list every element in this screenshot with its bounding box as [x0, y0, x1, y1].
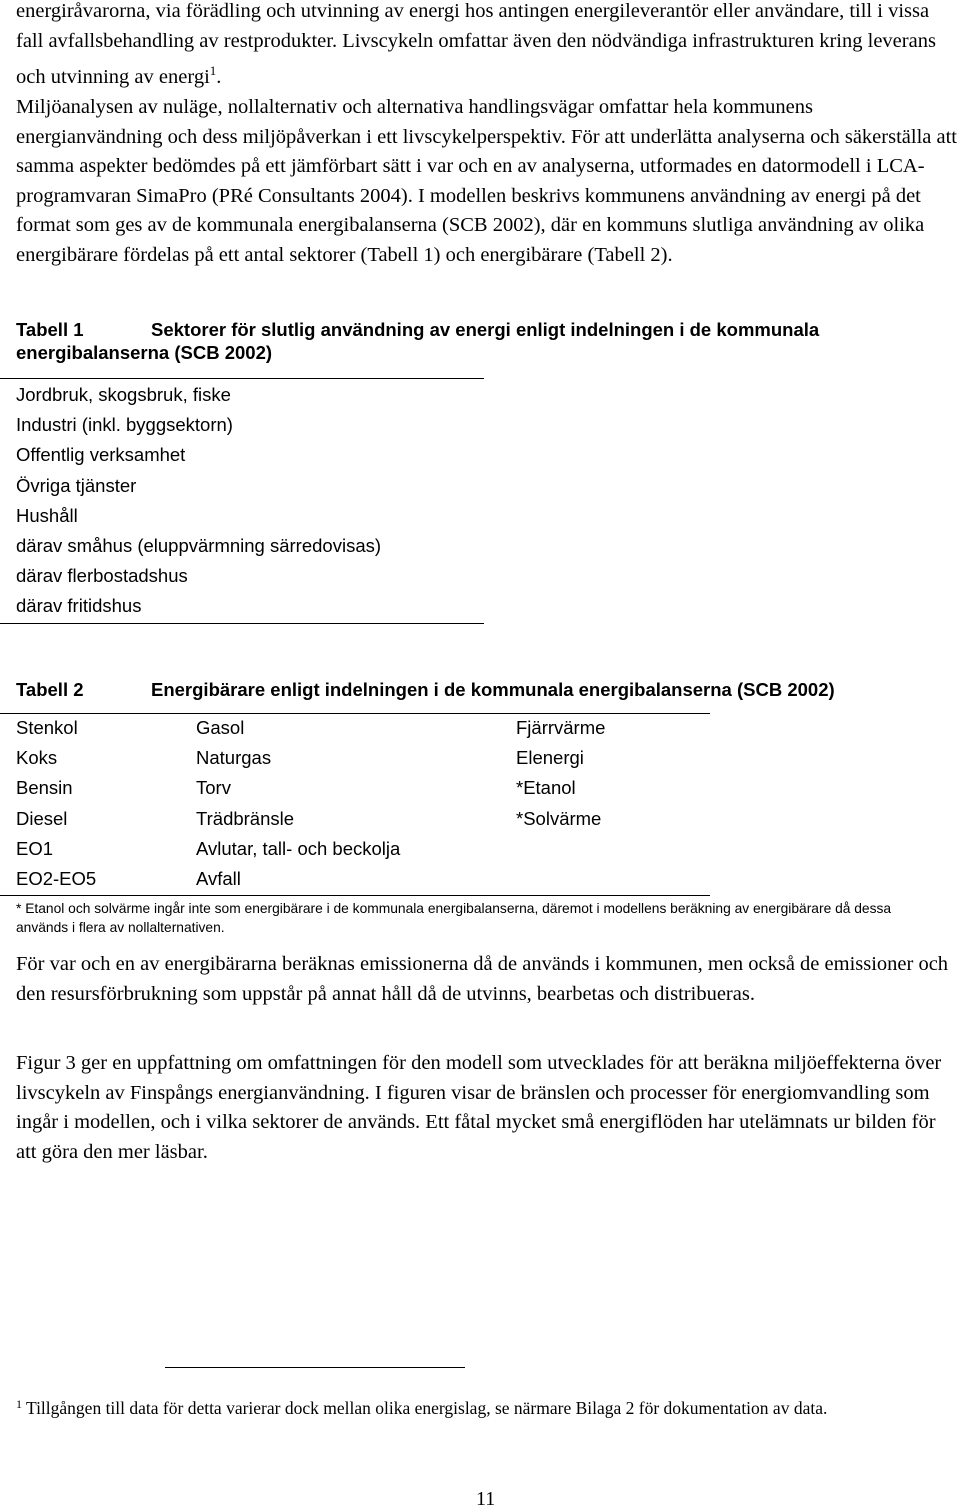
- paragraph-lifecycle-tail: .: [216, 66, 222, 88]
- table2-cell: Fjärrvärme: [516, 717, 606, 738]
- table2-cell: Bensin: [16, 777, 73, 799]
- page-number: 11: [476, 1488, 496, 1510]
- table2-cell: Stenkol: [16, 717, 78, 738]
- paragraph-environmental-analysis: Miljöanalysen av nuläge, nollalternativ och alternativa handlingsvägar omfattar hela kommunens energianvändning och dess miljöpåverkan i ett livscykelperspektiv. För att underlätta analyserna och säkerställa att samma aspekter bedömdes på ett jämförbart sätt i var och en av analyserna, utformades en datormodell i LCA-programvaran SimaPro (PRé Consultants 2004). I modellen beskrivs kommunens användning av energi på det format som ges av de kommunala energibalanserna (SCB 2002), där en kommuns slutliga användning av olika energibärare fördelas på ett antal sektorer (Tabell 1) och energibärare (Tabell 2).: [16, 96, 957, 266]
- table1-row: Jordbruk, skogsbruk, fiske: [16, 384, 231, 405]
- table2-title: Energibärare enligt indelningen i de kommunala energibalanserna (SCB 2002): [151, 679, 835, 700]
- table1-bottom-rule: [0, 623, 484, 624]
- table1-row: därav småhus (eluppvärmning särredovisas): [16, 535, 382, 557]
- table1-row: därav fritidshus: [16, 595, 142, 617]
- table2-cell: EO1: [16, 837, 54, 859]
- table2-row: [16, 804, 716, 834]
- table2-cell: EO2-EO5: [16, 867, 97, 889]
- table2-caption: [16, 678, 956, 701]
- table2-cell: Koks: [16, 747, 58, 769]
- table2-bottom-rule: [0, 895, 710, 896]
- table2-cell: Naturgas: [196, 747, 272, 769]
- table2-cell: Trädbränsle: [196, 807, 295, 829]
- table2-cell: Gasol: [196, 717, 245, 738]
- paragraph-lifecycle: [16, 0, 960, 93]
- table2-cell: Torv: [196, 777, 231, 799]
- footnote-reference: 1: [209, 63, 217, 78]
- table1-row: Industri (inkl. byggsektorn): [16, 414, 233, 436]
- table2-cell: Elenergi: [516, 747, 584, 769]
- table1-sector-list: [16, 380, 381, 622]
- table2-note: * Etanol och solvärme ingår inte som energibärare i de kommunala energibalanserna, däremot i modellens beräkning av energibärare då dessa används i flera av nollalternativen.: [16, 901, 892, 935]
- table2-cell: Avlutar, tall- och beckolja: [196, 837, 401, 859]
- paragraph-figure3: Figur 3 ger en uppfattning om omfattningen för den modell som utvecklades för att beräkna miljöeffekterna över livscykeln av Finspångs energianvändning. I figuren visar de bränslen och processer för energiomvandling som ingår i modellen, och i vilka sektorer de används. Ett fåtal mycket små energiflöden har utelämnats ur bilden för att göra den mer läsbar.: [16, 1052, 942, 1163]
- table2-cell: Avfall: [196, 867, 241, 889]
- table2-row: [16, 864, 716, 894]
- table1-label: Tabell 1: [16, 319, 84, 340]
- table1-title: Sektorer för slutlig användning av energi enligt indelningen i de kommunala energibalanserna (SCB 2002): [16, 319, 820, 363]
- table2-row: [16, 773, 716, 803]
- footnote: [16, 1392, 946, 1421]
- table2-cell: *Etanol: [516, 777, 576, 799]
- table2-row: [16, 834, 716, 864]
- table2-cell: Diesel: [16, 807, 68, 829]
- table1-row: Övriga tjänster: [16, 474, 137, 496]
- table2-cell: *Solvärme: [516, 807, 602, 829]
- table1-row: Hushåll: [16, 504, 78, 526]
- table1-top-rule: [0, 378, 484, 379]
- table2-energy-carriers: [16, 713, 716, 894]
- table1-row: därav flerbostadshus: [16, 565, 188, 587]
- table2-label: Tabell 2: [16, 679, 84, 700]
- paragraph-emissions: För var och en av energibärarna beräknas emissionerna då de används i kommunen, men också de emissioner och den resursförbrukning som uppstår på annat håll då de utvinns, bearbetas och distribueras.: [16, 953, 949, 1005]
- table2-row: [16, 713, 716, 743]
- table2-row: [16, 743, 716, 773]
- footnote-marker: 1: [16, 1397, 22, 1411]
- footnote-text: Tillgången till data för detta varierar dock mellan olika energislag, se närmare Bilaga 2 för dokumentation av data.: [26, 1398, 828, 1418]
- table2-cell: [516, 864, 716, 894]
- footnote-separator: [165, 1367, 465, 1368]
- table1-row: Offentlig verksamhet: [16, 444, 186, 466]
- table1-caption: [16, 318, 956, 364]
- table2-cell: [516, 834, 716, 864]
- paragraph-lifecycle-text: energiråvarorna, via förädling och utvinning av energi hos antingen energileverantör eller användare, till i vissa fall avfallsbehandling av restprodukter. Livscykeln omfattar även den nödvändiga infrastrukturen kring leverans och utvinning av energi: [16, 0, 936, 88]
